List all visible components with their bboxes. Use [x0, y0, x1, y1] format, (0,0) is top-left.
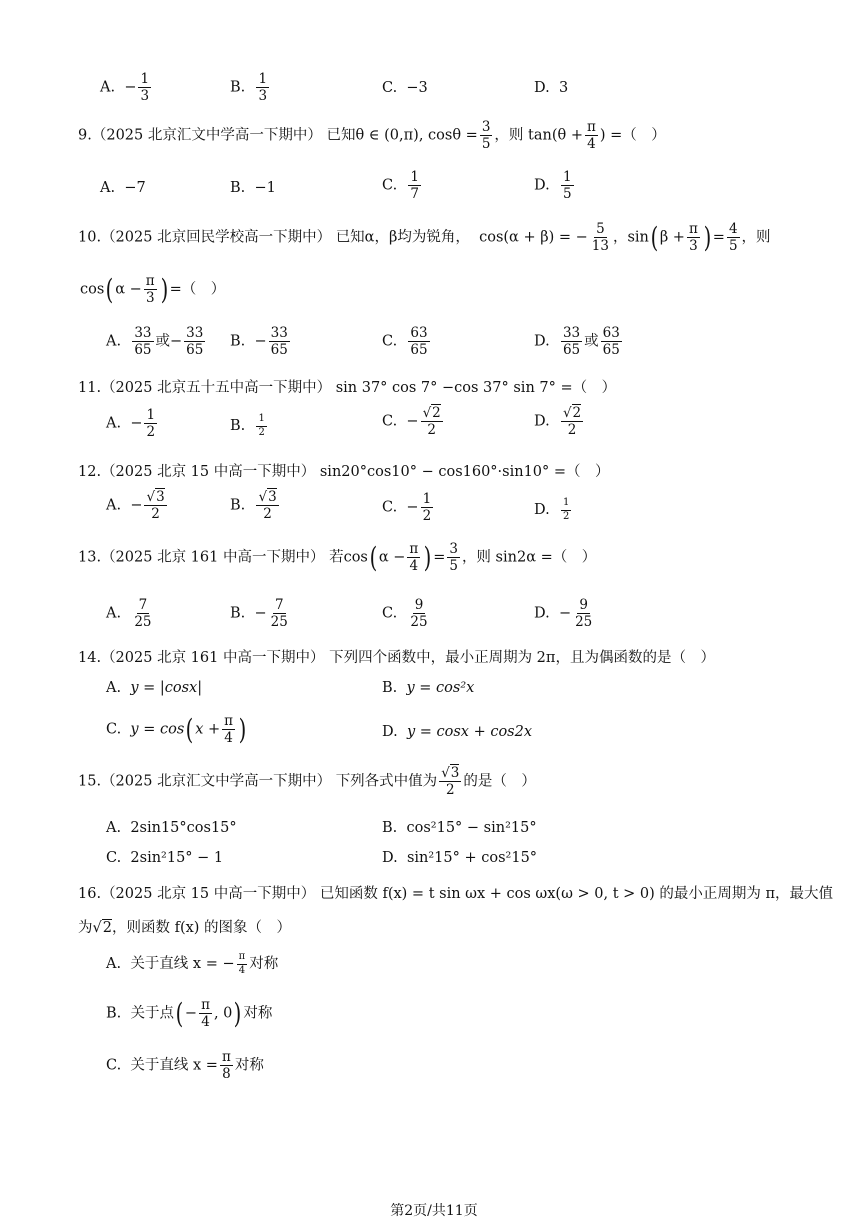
q8-option-a: A. − $\frac{1}{3}$ — [100, 71, 150, 105]
q15-option-c: C. 2sin²15° − 1 — [106, 850, 224, 866]
q11-option-b: B. $\frac{1}{2}$ — [230, 413, 265, 438]
q13-option-d: D. − $\frac{9}{25}$ — [534, 597, 593, 631]
q9-option-a: A. −7 — [100, 180, 146, 196]
q8-option-b: B. $\frac{1}{3}$ — [230, 71, 268, 105]
q14-stem: 14.（2025 北京 161 中高一下期中） 下列四个函数中，最小正周期为 2π，且为偶函数的是（ ） — [78, 650, 715, 666]
q13-option-c: C. $\frac{9}{25}$ — [382, 597, 428, 631]
q13-option-a: A. $\frac{7}{25}$ — [106, 597, 152, 631]
q12-stem: 12.（2025 北京 15 中高一下期中） sin20°cos10° − cos160°·sin10° =（ ） — [78, 464, 610, 480]
page-number-footer: 第2页/共11页 — [390, 1203, 478, 1219]
q11-option-d: D. $\frac{√2}{2}$ — [534, 405, 582, 439]
q12-option-c: C. − $\frac{1}{2}$ — [382, 491, 432, 525]
q15-stem: 15.（2025 北京汇文中学高一下期中） 下列各式中值为 $\frac{√3}{2}$ 的是（ ） — [78, 765, 536, 799]
q9-option-c: C. $\frac{1}{7}$ — [382, 169, 419, 203]
q16-stem-line2: 为√2，则函数 f(x) 的图象（ ） — [78, 920, 292, 936]
q12-option-a: A. − $\frac{√3}{2}$ — [106, 489, 165, 523]
q10-stem-line1: 10.（2025 北京回民学校高一下期中） 已知α，β均为锐角， cos(α + β) = − $\frac{5}{13}$ ，sin( β + $\frac{\pi}{3}$ ) = $\frac{4}{5}$ ，则 — [78, 220, 771, 255]
q10-stem-line2: cos( α − $\frac{\pi}{3}$ ) =（ ） — [80, 272, 226, 307]
q16-option-b: B. 关于点( − $\frac{\pi}{4}$ , 0) 对称 — [106, 996, 273, 1031]
q16-option-c: C. 关于直线 x = $\frac{\pi}{8}$ 对称 — [106, 1049, 264, 1083]
q13-stem: 13.（2025 北京 161 中高一下期中） 若cos( α − $\frac{\pi}{4}$ ) = $\frac{3}{5}$ ，则 sin2α =（ ） — [78, 540, 597, 575]
q9-option-d: D. $\frac{1}{5}$ — [534, 169, 572, 203]
q14-option-c: C. y = cos( x + $\frac{\pi}{4}$ ) — [106, 712, 247, 747]
q8-option-c: C. −3 — [382, 80, 428, 96]
q16-option-a: A. 关于直线 x = − $\frac{\pi}{4}$ 对称 — [106, 951, 279, 976]
q10-option-d: D. $\frac{33}{65}$ 或 $\frac{63}{65}$ — [534, 325, 620, 359]
q15-option-d: D. sin²15° + cos²15° — [382, 850, 538, 866]
q14-option-d: D. y = cosx + cos2x — [382, 724, 533, 740]
q14-option-b: B. y = cos²x — [382, 680, 475, 696]
q12-option-b: B. $\frac{√3}{2}$ — [230, 489, 277, 523]
q10-option-a: A. $\frac{33}{65}$ 或− $\frac{33}{65}$ — [106, 325, 204, 359]
q10-option-c: C. $\frac{63}{65}$ — [382, 325, 428, 359]
q15-option-b: B. cos²15° − sin²15° — [382, 820, 537, 836]
q9-option-b: B. −1 — [230, 180, 276, 196]
q11-stem: 11.（2025 北京五十五中高一下期中） sin 37° cos 7° −cos 37° sin 7° =（ ） — [78, 380, 617, 396]
q9-stem: 9.（2025 北京汇文中学高一下期中） 已知θ ∈ (0,π), cosθ = $\frac{3}{5}$ ，则 tan(θ + $\frac{\pi}{4}$ ) =（ ） — [78, 119, 666, 153]
q16-stem-line1: 16.（2025 北京 15 中高一下期中） 已知函数 f(x) = t sin ωx + cos ωx(ω > 0, t > 0) 的最小正周期为 π，最大值 — [78, 886, 834, 902]
q12-option-d: D. $\frac{1}{2}$ — [534, 497, 570, 522]
q15-option-a: A. 2sin15°cos15° — [106, 820, 237, 836]
q10-option-b: B. − $\frac{33}{65}$ — [230, 325, 288, 359]
q14-option-a: A. y = |cosx| — [106, 680, 203, 696]
q11-option-c: C. − $\frac{√2}{2}$ — [382, 405, 441, 439]
q13-option-b: B. − $\frac{7}{25}$ — [230, 597, 288, 631]
q8-option-d: D. 3 — [534, 80, 569, 96]
q11-option-a: A. − $\frac{1}{2}$ — [106, 407, 156, 441]
